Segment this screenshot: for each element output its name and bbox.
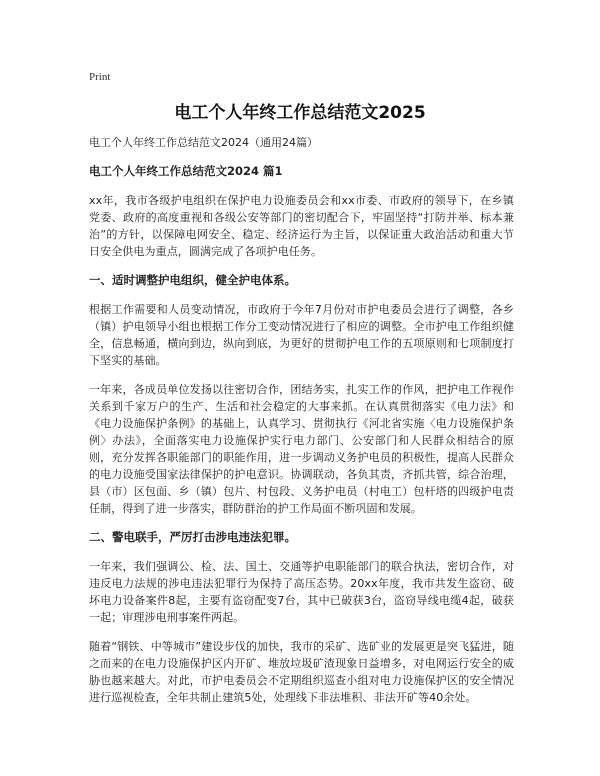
paragraph-enforcement: 一年来，我们强调公、检、法、国土、交通等护电职能部门的联合执法，密切合作，对违反电力法规的涉电违法犯罪行为保持了高压态势。20xx年度，我市共发生盗窃、破坏电力设备案件8起，主要有盗窃配变7台，其中已破获3台，盗窃导线电缆4起，破获一起；审理涉电刑事案件两起。 [89, 560, 514, 624]
section-heading-1: 一、适时调整护电组织，健全护电体系。 [89, 273, 296, 287]
document-subtitle: 电工个人年终工作总结范文2024（通用24篇） [89, 136, 318, 149]
paragraph-inspection: 随着“钢铁、中等城市”建设步伐的加快，我市的采矿、选矿业的发展更是突飞猛进，随之而来的在电力设施保护区内开矿、堆放垃圾矿渣现象日益增多，对电网运行安全的威胁也越来越大。对此，市护电委员会不定期组织巡查小组对电力设施保护区的安全情况进行巡视检查，全年共制止建筑5处，处理线下非法堆积、非法开矿等40余处。 [89, 640, 514, 704]
page-title: 电工个人年终工作总结范文2025 [174, 103, 426, 123]
paragraph-intro: xx年，我市各级护电组织在保护电力设施委员会和xx市委、市政府的领导下，在乡镇党委、政府的高度重视和各级公安等部门的密切配合下，牢固坚持“打防并举、标本兼治”的方针，以保障电网安全、稳定、经济运行为主旨，以保证重大政治活动和重大节日安全供电为重点，圆满完成了各项护电任务。 [89, 194, 514, 258]
print-link[interactable]: Print [89, 71, 111, 83]
article-heading: 电工个人年终工作总结范文2024 篇1 [89, 164, 283, 178]
paragraph-organization: 根据工作需要和人员变动情况，市政府于今年7月份对市护电委员会进行了调整，各乡（镇）护电领导小组也根据工作分工变动情况进行了相应的调整。全市护电工作组织健全，信息畅通，横向到边，纵向到底，为更好的贯彻护电工作的五项原则和七项制度打下坚实的基础。 [89, 303, 514, 367]
document-body [89, 134, 514, 718]
section-heading-2: 二、警电联手，严厉打击涉电违法犯罪。 [89, 530, 296, 544]
paragraph-cooperation: 一年来，各成员单位发扬以往密切合作，团结务实，扎实工作的作风，把护电工作视作关系到千家万户的生产、生活和社会稳定的大事来抓。在认真贯彻落实《电力法》和《电力设施保护条例》的基础上，认真学习、贯彻执行《河北省实施〈电力设施保护条例〉办法》，全面落实电力设施保护实行电力部门、公安部门和人民群众相结合的原则，充分发挥各职能部门的职能作用，进一步调动义务护电员的积极性，提高人民群众的电力设施受国家法律保护的护电意识。协调联动，各负其责，齐抓共管，综合治理，县（市）区包面、乡（镇）包片、村包段、义务护电员（村电工）包杆塔的四级护电责任制，得到了进一步落实，群防群治的护工作局面不断巩固和发展。 [89, 383, 514, 515]
